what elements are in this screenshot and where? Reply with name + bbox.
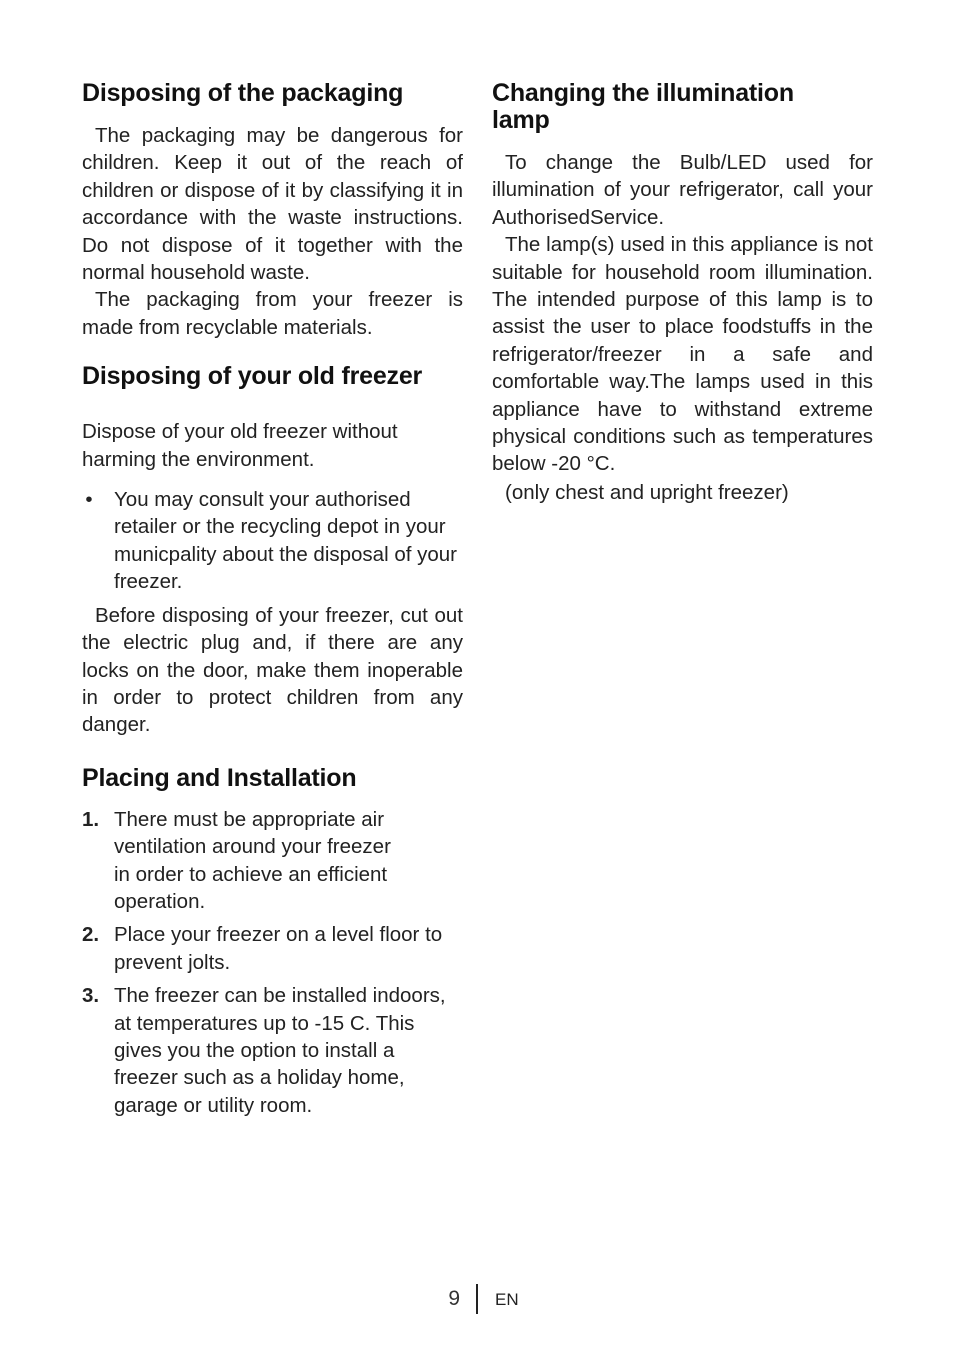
bullet-marker: • <box>85 488 93 512</box>
list-number: 3. <box>82 984 100 1008</box>
heading-disposing-old-freezer: Disposing of your old freezer <box>82 362 423 391</box>
old-freezer-paragraph-after: Before disposing of your freezer, cut out the electric plug and, if there are any locks on the door, make them inoperable in order to protect children from any danger. <box>82 603 463 737</box>
lamp-paragraph-3: (only chest and upright freezer) <box>505 480 789 504</box>
old-freezer-bullet-list <box>82 486 463 596</box>
list-number: 1. <box>82 807 100 831</box>
page-footer <box>0 1284 954 1314</box>
lamp-paragraph-1: To change the Bulb/LED used for illumination of your refrigerator, call your AuthorisedService. <box>492 151 873 229</box>
list-item <box>82 486 463 596</box>
bullet-text: You may consult your authorised retailer or the recycling depot in your municpality about the disposal of your freezer. <box>114 488 458 594</box>
list-item <box>82 806 463 916</box>
left-column <box>82 76 463 1119</box>
packaging-paragraph-1: The packaging may be dangerous for children. Keep it out of the reach of children or dispose of it by classifying it in accordance with the waste instructions. Do not dispose of it together with the normal household waste. <box>82 124 463 285</box>
language-code: EN <box>495 1290 519 1309</box>
list-item-text: There must be appropriate air ventilation around your freezer in order to achieve an efficient operation. <box>114 807 391 913</box>
list-item-text: Place your freezer on a level floor to prevent jolts. <box>114 923 443 974</box>
old-freezer-intro: Dispose of your old freezer without harming the environment. <box>82 420 398 471</box>
lamp-paragraph-2: The lamp(s) used in this appliance is not suitable for household room illumination. The intended purpose of this lamp is to assist the user to place foodstuffs in the refrigerator/freezer in a safe and comfortable way.The lamps used in this appliance have to withstand extreme physical conditions such as temperatures below -20 °C. <box>492 233 873 476</box>
list-item-text: The freezer can be installed indoors, at temperatures up to -15 C. This gives you the option to install a freezer such as a holiday home, garage or utility room. <box>114 984 446 1117</box>
heading-placing-installation: Placing and Installation <box>82 763 357 792</box>
list-number: 2. <box>82 923 100 947</box>
heading-disposing-packaging: Disposing of the packaging <box>82 79 404 107</box>
list-item <box>82 982 463 1119</box>
placing-numbered-list <box>82 806 463 1119</box>
page-number: 9 <box>448 1287 460 1310</box>
heading-changing-illumination-lamp: Changing the illumination lamp <box>492 79 794 134</box>
footer-divider <box>476 1284 478 1314</box>
list-item <box>82 921 463 976</box>
right-column <box>492 76 873 506</box>
packaging-paragraph-2: The packaging from your freezer is made from recyclable materials. <box>82 288 463 339</box>
